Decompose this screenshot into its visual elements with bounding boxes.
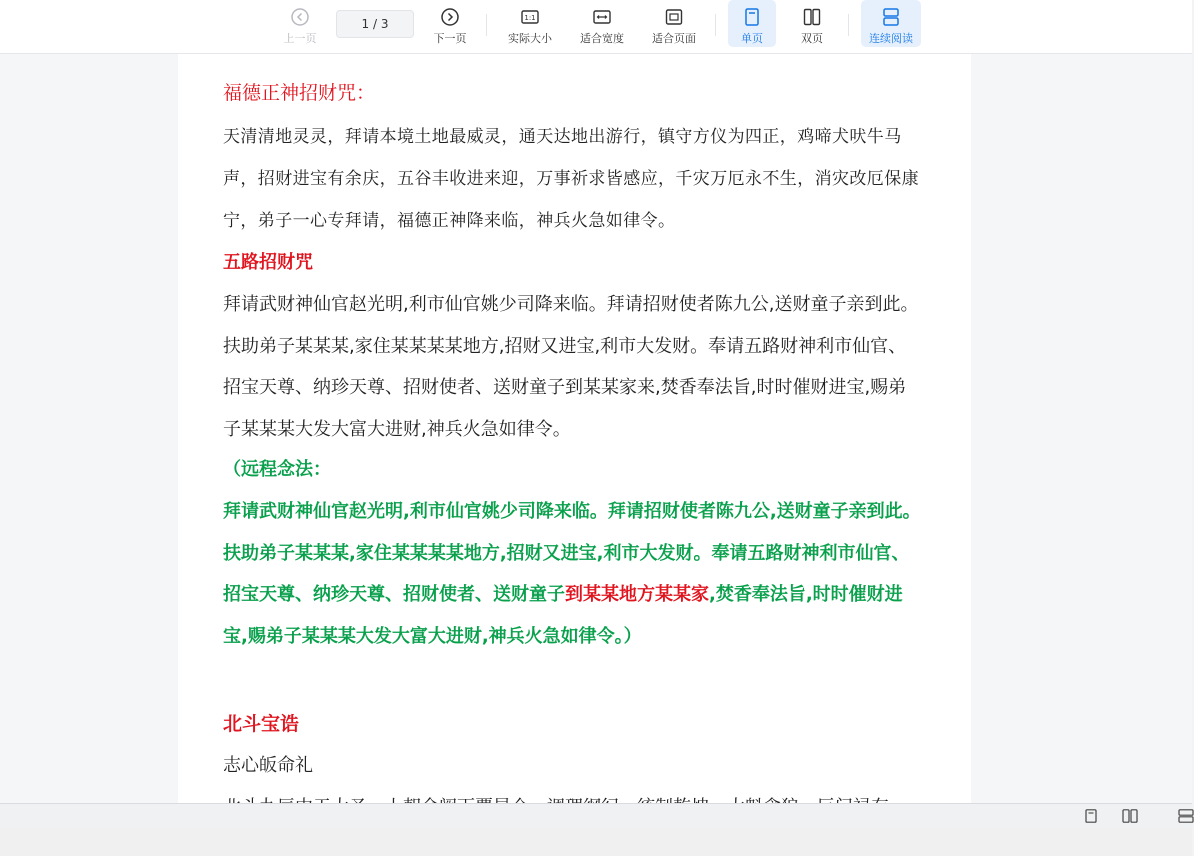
toolbar-divider [486,14,487,36]
double-page-label: 双页 [801,32,823,45]
continuous-reading-label: 连续阅读 [869,32,913,45]
remote-line-4: 宝,赐弟子某某某大发大富大进财,神兵火急如律令。） [223,625,642,647]
section-heading-fude: 福德正神招财咒： [223,82,376,104]
viewer-toolbar [0,0,1192,54]
chevron-right-circle-icon [440,7,460,27]
single-page-view-icon[interactable] [1083,809,1099,823]
wulu-line-2: 扶助弟子某某某,家住某某某某地方,招财又进宝,利市大发财。奉请五路财神利市仙官、 [223,335,907,357]
single-page-button[interactable] [728,0,776,47]
section-heading-wulu: 五路招财咒 [223,252,313,273]
section-heading-remote: （远程念法： [223,459,331,480]
remote-line-3-post: ,焚香奉法旨,时时催财进 [709,584,903,605]
wulu-line-1: 拜请武财神仙官赵光明,利市仙官姚少司降来临。拜请招财使者陈九公,送财童子亲到此。 [223,294,919,315]
window-bottom-area [0,828,1192,856]
remote-line-3-pre: 招宝天尊、纳珍天尊、招财使者、送财童子 [223,584,565,605]
prev-page-label: 上一页 [283,32,317,45]
page-content [223,78,938,828]
wulu-line-4: 子某某某大发大富大进财,神兵火急如律令。 [223,418,571,440]
fit-width-label: 适合宽度 [580,32,624,45]
fude-line-1: 天清清地灵灵，拜请本境土地最威灵，通天达地出游行，镇守方仪为四正，鸡啼犬吠牛马 [223,127,902,147]
actual-size-button[interactable] [500,0,560,50]
fit-width-icon [592,7,612,27]
single-page-icon [742,7,762,27]
continuous-view-icon[interactable] [1178,809,1194,823]
remote-line-3-highlight: 到某某地方某某家 [565,584,709,605]
status-bar [0,803,1192,829]
fit-page-icon [664,7,684,27]
continuous-reading-button[interactable] [861,0,921,47]
actual-size-label: 实际大小 [508,32,552,45]
fude-line-2: 声，招财进宝有余庆，五谷丰收进来迎，万事祈求皆感应，千灾万厄永不生，消灾改厄保康 [223,169,919,189]
section-heading-beidou: 北斗宝诰 [223,713,300,735]
next-page-label: 下一页 [433,32,467,45]
document-page [178,0,971,803]
chevron-left-circle-icon [290,7,310,27]
wulu-line-3: 招宝天尊、纳珍天尊、招财使者、送财童子到某某家来,焚香奉法旨,时时催财进宝,赐弟 [223,377,907,398]
next-page-button[interactable] [426,0,474,50]
double-page-button[interactable] [788,0,836,50]
prev-page-button[interactable] [276,0,324,50]
beidou-line-1: 志心皈命礼 [223,755,313,776]
remote-line-2: 扶助弟子某某某,家住某某某某地方,招财又进宝,利市大发财。奉请五路财神利市仙官、 [223,542,910,564]
toolbar-divider [715,14,716,36]
remote-line-3 [223,574,938,616]
fit-page-button[interactable] [644,0,704,50]
single-page-label: 单页 [741,32,763,45]
fit-page-label: 适合页面 [652,32,696,45]
fude-line-3: 宁，弟子一心专拜请，福德正神降来临，神兵火急如律令。 [223,211,676,231]
remote-line-1: 拜请武财神仙官赵光明,利市仙官姚少司降来临。拜请招财使者陈九公,送财童子亲到此。 [223,501,921,522]
svg-text:1:1: 1:1 [524,14,536,22]
fit-width-button[interactable] [572,0,632,50]
page-number-input[interactable]: 1 / 3 [336,10,414,38]
double-page-icon [802,7,822,27]
double-page-view-icon[interactable] [1122,809,1138,823]
continuous-reading-icon [881,7,901,27]
actual-size-icon [520,7,540,27]
toolbar-divider [848,14,849,36]
